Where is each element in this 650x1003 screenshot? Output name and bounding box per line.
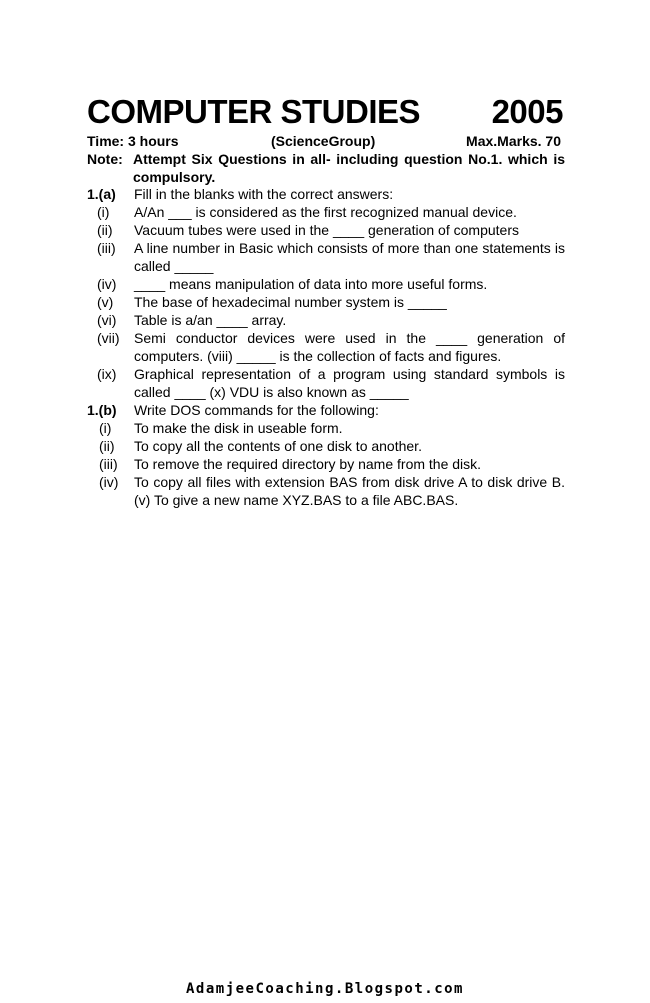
question-number: (vii) — [97, 330, 120, 346]
question-item — [87, 329, 565, 365]
question-number: 1.(a) — [87, 186, 116, 202]
title-row — [87, 92, 565, 132]
question-text: ____ means manipulation of data into more useful forms. — [134, 276, 488, 292]
exam-meta-row — [87, 132, 565, 150]
subject-title: COMPUTER STUDIES — [87, 93, 421, 130]
question-number: (ix) — [97, 366, 117, 382]
question-list — [87, 185, 565, 509]
question-heading — [87, 185, 565, 203]
question-number: (ii) — [97, 222, 113, 238]
question-number: (iii) — [99, 456, 118, 472]
exam-group: (ScienceGroup) — [271, 133, 376, 149]
question-number: (iv) — [97, 276, 117, 292]
exam-note — [87, 150, 565, 186]
question-item — [87, 455, 565, 473]
question-text: A/An ___ is considered as the first recognized manual device. — [134, 204, 517, 220]
question-text: To copy all the contents of one disk to another. — [134, 438, 422, 454]
question-item — [87, 419, 565, 437]
question-item — [87, 293, 565, 311]
question-item — [87, 365, 565, 401]
question-text: Table is a/an ____ array. — [134, 312, 287, 328]
exam-year: 2005 — [491, 93, 563, 130]
question-item — [87, 311, 565, 329]
question-text: Semi conductor devices were used in the ____ generation of computers. (viii) _____ is the collection of facts and figures. — [134, 330, 565, 364]
question-text: Vacuum tubes were used in the ____ generation of computers — [134, 222, 519, 238]
question-number: (vi) — [97, 312, 117, 328]
question-item — [87, 221, 565, 239]
question-heading — [87, 401, 565, 419]
question-number: (ii) — [99, 438, 115, 454]
question-number: (iv) — [99, 474, 119, 490]
question-number: (iii) — [97, 240, 116, 256]
exam-time: Time: 3 hours — [87, 133, 179, 149]
question-text: To remove the required directory by name from the disk. — [134, 456, 482, 472]
question-number: (v) — [97, 294, 114, 310]
note-text: Attempt Six Questions in all- including question No.1. which is compulsory. — [133, 151, 565, 185]
question-text: Graphical representation of a program using standard symbols is called ____ (x) VDU is also known as _____ — [134, 366, 565, 400]
footer-website: AdamjeeCoaching.Blogspot.com — [185, 981, 464, 997]
question-text: To make the disk in useable form. — [134, 420, 343, 436]
question-text: To copy all files with extension BAS from disk drive A to disk drive B. (v) To give a new name XYZ.BAS to a file ABC.BAS. — [134, 474, 565, 508]
question-item — [87, 239, 565, 275]
question-item — [87, 473, 565, 509]
question-text: A line number in Basic which consists of more than one statements is called _____ — [134, 240, 565, 274]
question-number: (i) — [97, 204, 110, 220]
question-item — [87, 275, 565, 293]
note-label: Note: — [87, 151, 123, 167]
question-number: 1.(b) — [87, 402, 117, 418]
question-item — [87, 437, 565, 455]
max-marks: Max.Marks. 70 — [466, 133, 561, 149]
question-text: Fill in the blanks with the correct answers: — [134, 186, 394, 202]
question-item — [87, 203, 565, 221]
question-number: (i) — [99, 420, 112, 436]
question-text: The base of hexadecimal number system is _____ — [134, 294, 447, 310]
question-text: Write DOS commands for the following: — [134, 402, 379, 418]
